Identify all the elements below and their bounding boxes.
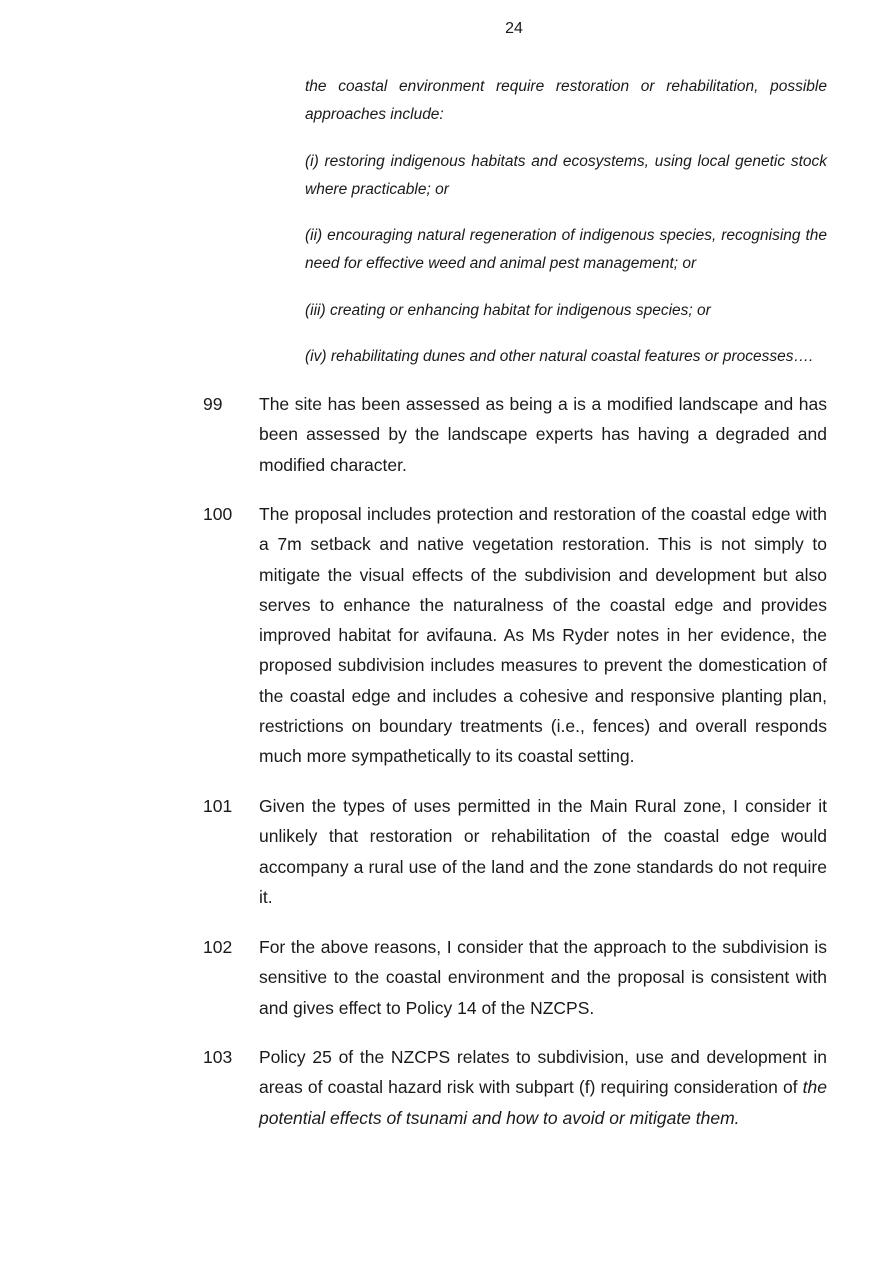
quote-item: (iii) creating or enhancing habitat for indigenous species; or xyxy=(305,301,711,319)
paragraph-text: For the above reasons, I consider that the approach to the subdivision is sensitive to the coastal environment and the proposal is consistent with and gives effect to Policy 14 of the NZCPS. xyxy=(259,937,827,1018)
paragraph-number: 102 xyxy=(203,937,233,957)
paragraph-text: The proposal includes protection and restoration of the coastal edge with a 7m setback and native vegetation restoration. This is not simply to mitigate the visual effects of the subdivision and development but also serves to enhance the naturalness of the coastal edge and provides improved habitat for avifauna. As Ms Ryder notes in her evidence, the proposed subdivision includes measures to prevent the domestication of the coastal edge and includes a cohesive and responsive planting plan, restrictions on boundary treatments (i.e., fences) and overall responds much more sympathetically to its coastal setting. xyxy=(259,504,827,767)
paragraph-text: Given the types of uses permitted in the Main Rural zone, I consider it unlikely that restoration or rehabilitation of the coastal edge would accompany a rural use of the land and the zone standards do not require it. xyxy=(259,796,827,907)
quote-item: (i) restoring indigenous habitats and ecosystems, using local genetic stock where practicable; or xyxy=(305,152,827,198)
quote-item: (ii) encouraging natural regeneration of indigenous species, recognising the need for effective weed and animal pest management; or xyxy=(305,227,827,272)
paragraph-text: The site has been assessed as being a is a modified landscape and has been assessed by the landscape experts has having a degraded and modified character. xyxy=(259,394,827,475)
quote-item: (iv) rehabilitating dunes and other natural coastal features or processes…. xyxy=(305,348,814,365)
policy-quote xyxy=(305,73,827,371)
page-number: 24 xyxy=(505,20,523,37)
paragraph-text xyxy=(259,1042,827,1133)
paragraph-number: 101 xyxy=(203,796,233,816)
paragraph-number: 99 xyxy=(203,394,223,414)
paragraph-text-italic: the potential effects of tsunami and how to avoid or mitigate them. xyxy=(259,1077,827,1128)
paragraph-number: 103 xyxy=(203,1047,233,1067)
paragraph-99 xyxy=(203,389,827,480)
quote-intro: the coastal environment require restoration or rehabilitation, possible approaches include: xyxy=(305,78,827,123)
paragraph-102 xyxy=(203,932,827,1023)
paragraph-101 xyxy=(203,791,827,912)
paragraph-103 xyxy=(203,1042,827,1133)
paragraph-text-regular: Policy 25 of the NZCPS relates to subdivision, use and development in areas of coastal hazard risk with subpart (f) requiring consideration of xyxy=(259,1047,827,1098)
paragraph-100 xyxy=(203,499,827,772)
paragraph-number: 100 xyxy=(203,504,233,524)
